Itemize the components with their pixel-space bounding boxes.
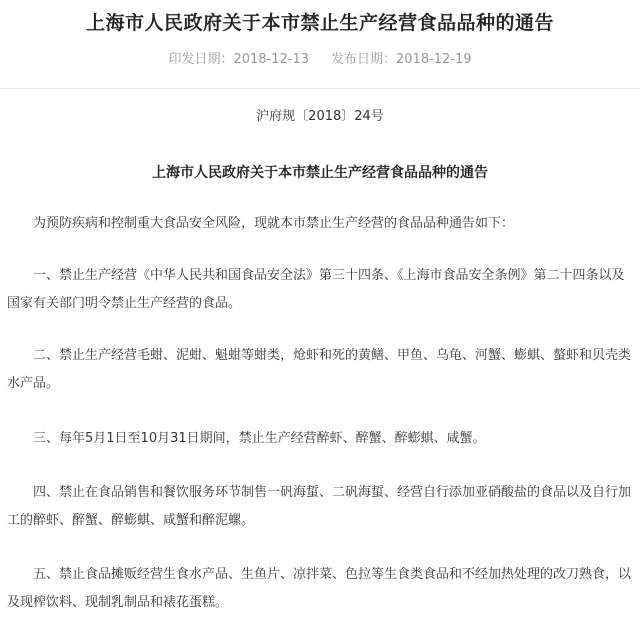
item-paragraph-3: 三、每年5月1日至10月31日期间，禁止生产经营醉虾、醉蟹、醉蟛蜞、咸蟹。 (33, 431, 486, 446)
header-divider (0, 88, 640, 89)
item-paragraph-1: 一、禁止生产经营《中华人民共和国食品安全法》第三十四条、《上海市食品安全条例》第二十四条以及国家有关部门明令禁止生产经营的食品。 (7, 268, 625, 311)
issue-date: 印发日期：2018-12-13 (168, 52, 309, 67)
item-paragraph-2: 二、禁止生产经营毛蚶、泥蚶、魁蚶等蚶类，炝虾和死的黄鳝、甲鱼、乌龟、河蟹、蟛蜞、螯虾和贝壳类水产品。 (7, 348, 632, 391)
item-paragraph-5: 五、禁止食品摊贩经营生食水产品、生鱼片、凉拌菜、色拉等生食类食品和不经加热处理的改刀熟食，以及现榨饮料、现制乳制品和裱花蛋糕。 (7, 567, 632, 610)
date-line (0, 50, 640, 70)
document-title: 上海市人民政府关于本市禁止生产经营食品品种的通告 (152, 165, 488, 181)
item-paragraph-4: 四、禁止在食品销售和餐饮服务环节制售一矾海蜇、二矾海蜇、经营自行添加亚硝酸盐的食品以及自行加工的醉虾、醉蟹、醉蟛蜞、咸蟹和醉泥螺。 (7, 485, 632, 528)
publish-date: 发布日期：2018-12-19 (331, 52, 472, 67)
document-number: 沪府规〔2018〕24号 (256, 109, 384, 124)
page-title: 上海市人民政府关于本市禁止生产经营食品品种的通告 (85, 12, 554, 34)
intro-paragraph: 为预防疾病和控制重大食品安全风险，现就本市禁止生产经营的食品品种通告如下： (33, 216, 515, 231)
